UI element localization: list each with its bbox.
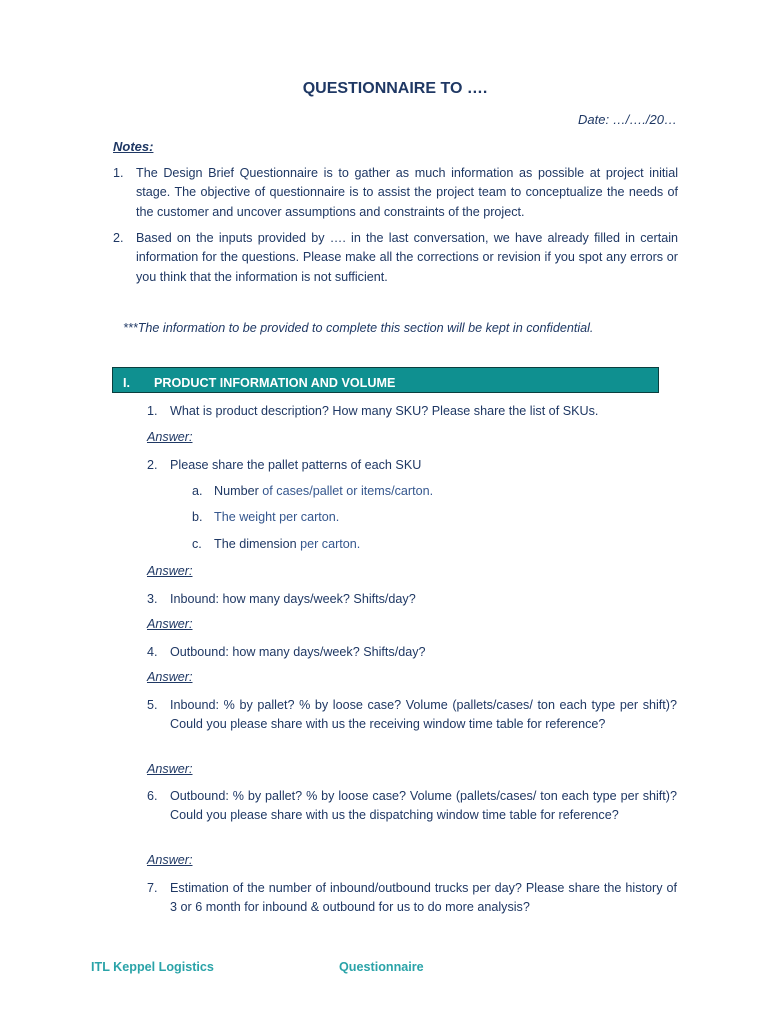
question-number: 4.: [147, 645, 158, 659]
section-header: [112, 367, 659, 393]
question-number: 2.: [147, 458, 158, 472]
question-text: Please share the pallet patterns of each SKU: [170, 458, 422, 472]
question-number: 7.: [147, 881, 158, 895]
section-numeral: I.: [123, 376, 130, 390]
question-3: [147, 590, 677, 609]
note-text: Based on the inputs provided by …. in the last conversation, we have already filled in certain information for the questions. Please make all the corrections or revision if you spot any errors or you think that the information is not sufficient.: [136, 231, 678, 284]
question-text: Outbound: how many days/week? Shifts/day?: [170, 645, 426, 659]
question-text: What is product description? How many SKU? Please share the list of SKUs.: [170, 404, 599, 418]
sub-letter: a.: [192, 484, 203, 498]
answer-label: Answer:: [147, 564, 193, 578]
date-line: Date: …/…./20…: [578, 112, 677, 127]
question-6: [147, 787, 677, 826]
note-number: 1.: [113, 166, 124, 180]
question-text: Inbound: % by pallet? % by loose case? Volume (pallets/cases/ ton each type per shift)? Could you please share with us the receiving window time table for reference?: [170, 698, 677, 732]
question-text: Estimation of the number of inbound/outbound trucks per day? Please share the history of 3 or 6 month for inbound & outbound for us to do more analysis?: [170, 881, 677, 915]
sub-text: of cases/pallet or items/carton.: [258, 484, 434, 498]
sub-letter: c.: [192, 537, 202, 551]
question-number: 3.: [147, 592, 158, 606]
answer-label: Answer:: [147, 853, 193, 867]
sub-text-strong: Number: [214, 484, 259, 498]
question-2: [147, 456, 677, 475]
answer-label: Answer:: [147, 617, 193, 631]
answer-label: Answer:: [147, 430, 193, 444]
answer-label: Answer:: [147, 670, 193, 684]
question-5: [147, 696, 677, 735]
note-number: 2.: [113, 231, 124, 245]
question-text: Outbound: % by pallet? % by loose case? Volume (pallets/cases/ ton each type per shift)? Could you please share with us the dispatching window time table for reference?: [170, 789, 677, 823]
page-title: QUESTIONNAIRE TO ….: [302, 80, 488, 97]
question-7: [147, 879, 677, 918]
question-4: [147, 643, 677, 662]
sub-text-strong: The dimension: [214, 537, 297, 551]
note-item-1: [113, 164, 678, 222]
footer-company: ITL Keppel Logistics: [91, 960, 214, 974]
notes-label: Notes:: [113, 139, 154, 154]
sub-letter: b.: [192, 510, 203, 524]
question-number: 6.: [147, 789, 158, 803]
confidential-note: ***The information to be provided to complete this section will be kept in confidential.: [123, 321, 594, 335]
footer-document: Questionnaire: [339, 960, 424, 974]
sub-text: per carton.: [296, 537, 361, 551]
note-text: The Design Brief Questionnaire is to gather as much information as possible at project initial stage. The objective of questionnaire is to assist the project team to conceptualize the needs of the customer and uncover assumptions and constraints of the project.: [136, 166, 678, 219]
section-title: PRODUCT INFORMATION AND VOLUME: [154, 376, 396, 390]
question-text: Inbound: how many days/week? Shifts/day?: [170, 592, 416, 606]
question-number: 5.: [147, 698, 158, 712]
sub-text: The weight per carton.: [214, 510, 340, 524]
question-1: [147, 402, 677, 421]
answer-label: Answer:: [147, 762, 193, 776]
note-item-2: [113, 229, 678, 287]
question-number: 1.: [147, 404, 158, 418]
